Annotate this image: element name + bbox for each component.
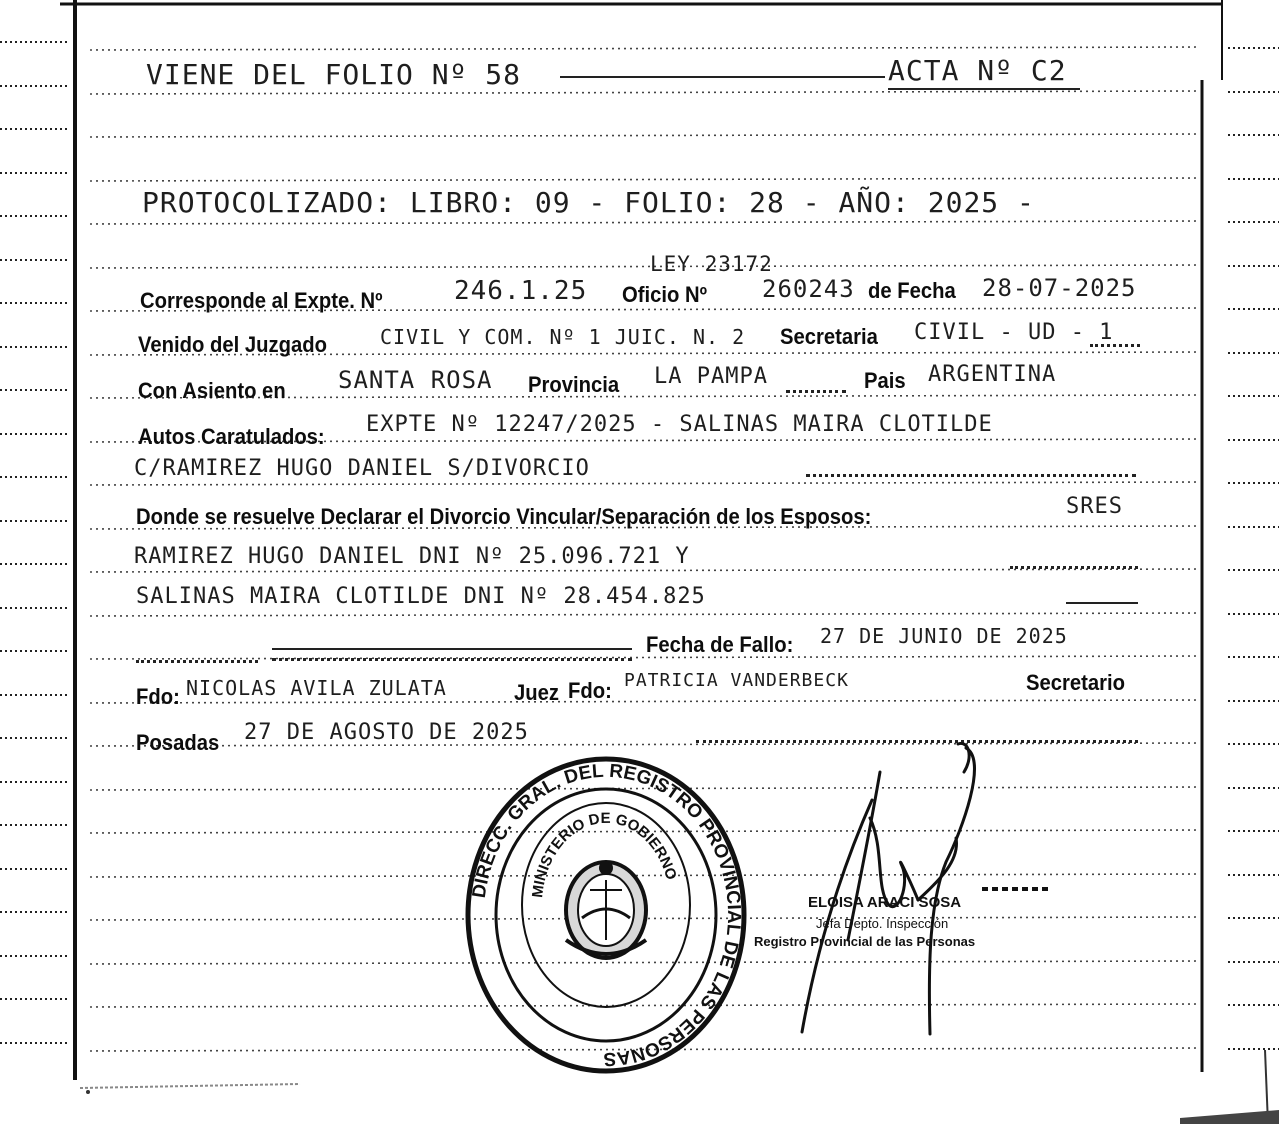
asiento-value: SANTA ROSA: [338, 366, 493, 394]
secretario-name: PATRICIA VANDERBECK: [624, 670, 849, 691]
secretaria-label: Secretaria: [780, 324, 878, 349]
fallo-label: Fecha de Fallo:: [646, 632, 794, 657]
pais-label: Pais: [864, 368, 906, 393]
provincia-label: Provincia: [528, 372, 620, 397]
stamp-inner-text: MINISTERIO DE GOBIERNO: [529, 809, 680, 899]
secretaria-value: CIVIL - UD - 1: [914, 320, 1114, 345]
ley-note: LEY 23172: [650, 252, 773, 276]
viene-del-folio: VIENE DEL FOLIO Nº 58: [146, 58, 522, 91]
juzgado-label: Venido del Juzgado: [138, 332, 327, 357]
juez-name: NICOLAS AVILA ZULATA: [186, 676, 447, 700]
fecha-label: de Fecha: [868, 278, 956, 303]
fecha-value: 28-07-2025: [982, 274, 1137, 302]
pais-value: ARGENTINA: [928, 362, 1057, 387]
autos-line1: EXPTE Nº 12247/2025 - SALINAS MAIRA CLOTILDE: [366, 412, 993, 437]
signatory-name: ELOISA ARACI SOSA: [808, 894, 962, 911]
stamp-outer-text: DIRECC. GRAL. DEL REGISTRO PROVINCIAL DE LAS PERSONAS: [468, 760, 745, 1070]
autos-line2: C/RAMIREZ HUGO DANIEL S/DIVORCIO: [134, 456, 590, 481]
fdo1-label: Fdo:: [136, 684, 180, 709]
posadas-label: Posadas: [136, 730, 220, 755]
asiento-label: Con Asiento en: [138, 378, 286, 403]
provincia-value: LA PAMPA: [654, 364, 768, 389]
expte-value: 246.1.25: [454, 276, 588, 306]
oficio-label: Oficio Nº: [622, 282, 707, 307]
juzgado-value: CIVIL Y COM. Nº 1 JUIC. N. 2: [380, 325, 746, 349]
signatory-organization: Registro Provincial de las Personas: [754, 934, 976, 949]
posadas-date: 27 DE AGOSTO DE 2025: [244, 720, 529, 745]
divorcio-label: Donde se resuelve Declarar el Divorcio Vincular/Separación de los Esposos:: [136, 504, 872, 529]
autos-label: Autos Caratulados:: [138, 424, 325, 449]
secretario-label: Secretario: [1026, 670, 1126, 695]
esposo-line: RAMIREZ HUGO DANIEL DNI Nº 25.096.721 Y: [134, 544, 690, 569]
acta-number: ACTA Nº C2: [888, 54, 1067, 87]
divorcio-value: SRES: [1066, 494, 1123, 519]
fallo-value: 27 DE JUNIO DE 2025: [820, 624, 1068, 648]
esposa-line: SALINAS MAIRA CLOTILDE DNI Nº 28.454.825: [136, 584, 706, 609]
expte-label: Corresponde al Expte. Nº: [140, 288, 383, 313]
oficio-value: 260243: [762, 275, 855, 303]
juez-label: Juez: [514, 680, 560, 705]
protocolizado-line: PROTOCOLIZADO: LIBRO: 09 - FOLIO: 28 - AÑO: 2025 -: [142, 186, 1035, 219]
fdo2-label: Fdo:: [568, 678, 612, 703]
signatory-title: Jefa Depto. Inspección: [816, 916, 949, 931]
